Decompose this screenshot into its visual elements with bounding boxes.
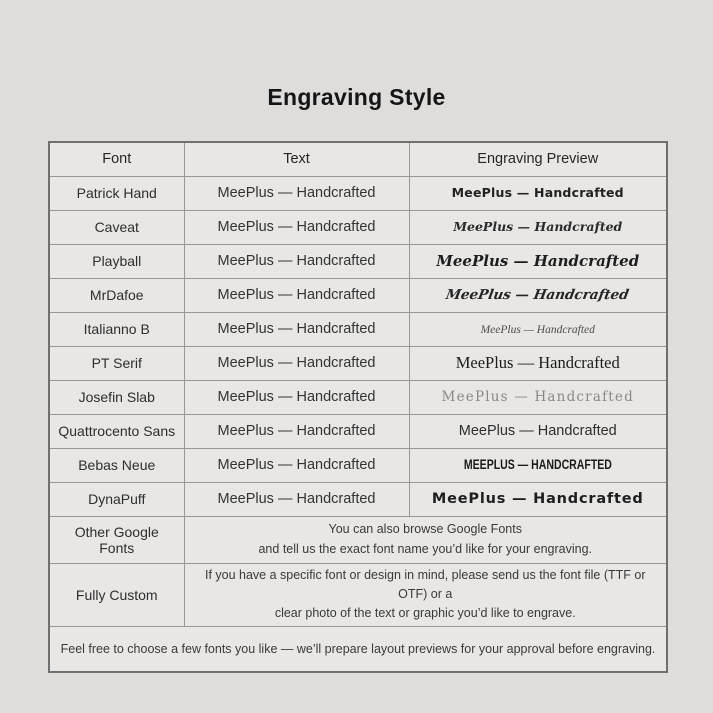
font-name-cell: PT Serif: [49, 346, 184, 380]
preview-playball: MeePlus — Handcrafted: [436, 251, 640, 270]
font-row-josefin-slab: [49, 380, 667, 414]
engraving-preview-cell: [409, 210, 667, 244]
header-row: [49, 142, 667, 176]
preview-italianno-b: MeePlus — Handcrafted: [480, 324, 595, 336]
font-row-pt-serif: [49, 346, 667, 380]
engraving-preview-cell: [409, 176, 667, 210]
engraving-preview-cell: [409, 244, 667, 278]
preview-patrick-hand: MeePlus — Handcrafted: [451, 185, 624, 200]
preview-mrdafoe: MeePlus — Handcrafted: [445, 287, 631, 303]
font-name-cell: Josefin Slab: [49, 380, 184, 414]
sample-text-cell: MeePlus — Handcrafted: [184, 414, 409, 448]
font-row-bebas-neue: [49, 448, 667, 482]
engraving-preview-cell: [409, 380, 667, 414]
font-name-cell: Italianno B: [49, 312, 184, 346]
note-line-2: clear photo of the text or graphic you’d like to engrave.: [274, 606, 576, 621]
engraving-preview-cell: [409, 414, 667, 448]
sample-text-cell: MeePlus — Handcrafted: [184, 346, 409, 380]
font-row-quattrocento-sans: [49, 414, 667, 448]
font-name-cell: MrDafoe: [49, 278, 184, 312]
font-name-cell: DynaPuff: [49, 482, 184, 516]
font-row-caveat: [49, 210, 667, 244]
note-line-2: and tell us the exact font name you’d like for your engraving.: [258, 541, 593, 556]
fully-custom-row: [49, 563, 667, 626]
engraving-preview-cell: [409, 482, 667, 516]
sample-text-cell: MeePlus — Handcrafted: [184, 210, 409, 244]
preview-pt-serif: MeePlus — Handcrafted: [455, 353, 620, 372]
note-line-1: If you have a specific font or design in mind, please send us the font file (TTF or OTF) or a: [204, 567, 646, 601]
column-header-text: Text: [184, 142, 409, 176]
preview-caveat: MeePlus — Handcrafted: [453, 219, 623, 234]
preview-bebas-neue: MEEPLUS — HANDCRAFTED: [463, 457, 612, 472]
engraving-style-table: [48, 141, 668, 673]
page-title: Engraving Style: [267, 84, 446, 110]
font-row-patrick-hand: [49, 176, 667, 210]
sample-text-cell: MeePlus — Handcrafted: [184, 482, 409, 516]
font-row-dynapuff: [49, 482, 667, 516]
engraving-preview-cell: [409, 346, 667, 380]
font-row-italianno-b: [49, 312, 667, 346]
sample-text-cell: MeePlus — Handcrafted: [184, 176, 409, 210]
footer-note: Feel free to choose a few fonts you like — we’ll prepare layout previews for your approval before engraving.: [49, 626, 667, 672]
sample-text-cell: MeePlus — Handcrafted: [184, 244, 409, 278]
font-name-cell: Bebas Neue: [49, 448, 184, 482]
sample-text-cell: MeePlus — Handcrafted: [184, 278, 409, 312]
preview-dynapuff: MeePlus — Handcrafted: [431, 491, 644, 507]
font-name-cell: Playball: [49, 244, 184, 278]
font-row-playball: [49, 244, 667, 278]
other-google-fonts-note: [184, 516, 667, 563]
note-line-1: You can also browse Google Fonts: [328, 522, 522, 537]
engraving-preview-cell: [409, 312, 667, 346]
font-row-mrdafoe: [49, 278, 667, 312]
sample-text-cell: MeePlus — Handcrafted: [184, 448, 409, 482]
font-name-cell: Patrick Hand: [49, 176, 184, 210]
sample-text-cell: MeePlus — Handcrafted: [184, 380, 409, 414]
column-header-engraving-preview: Engraving Preview: [409, 142, 667, 176]
font-name-cell: Caveat: [49, 210, 184, 244]
fully-custom-note: [184, 563, 667, 626]
preview-josefin-slab: MeePlus — Handcrafted: [441, 389, 634, 405]
sample-text-cell: MeePlus — Handcrafted: [184, 312, 409, 346]
font-name-cell: Quattrocento Sans: [49, 414, 184, 448]
engraving-preview-cell: [409, 448, 667, 482]
column-header-font: Font: [49, 142, 184, 176]
engraving-preview-cell: [409, 278, 667, 312]
font-name-cell: Fully Custom: [49, 563, 184, 626]
font-name-cell: Other Google Fonts: [49, 516, 184, 563]
preview-quattrocento-sans: MeePlus — Handcrafted: [458, 423, 617, 439]
other-google-fonts-row: [49, 516, 667, 563]
footer-note-row: [49, 626, 667, 672]
